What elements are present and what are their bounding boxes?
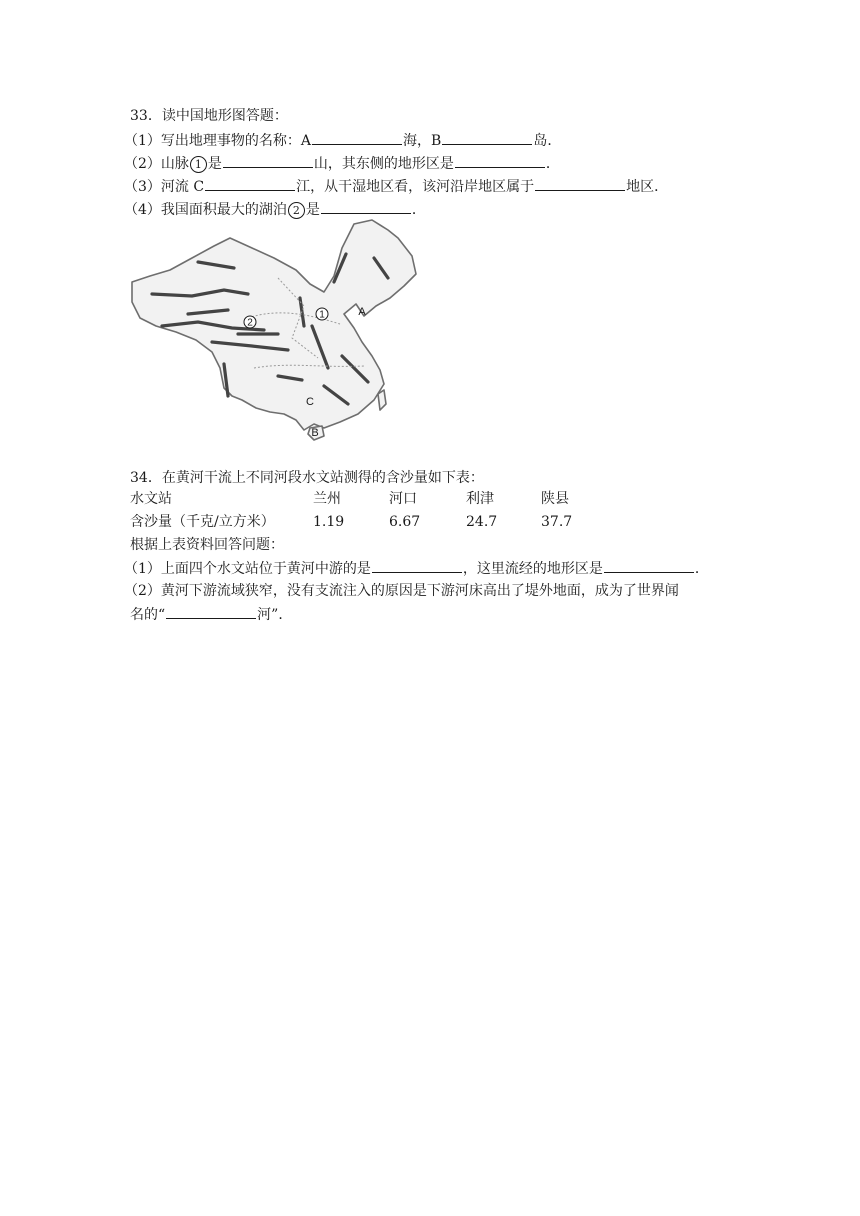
map-label-b: B [311, 427, 319, 439]
china-terrain-map [128, 218, 420, 442]
q33-title [130, 106, 288, 126]
answer-blank-lake[interactable] [321, 199, 411, 214]
answer-blank-river-name[interactable] [166, 604, 256, 619]
answer-blank-terrain[interactable] [455, 153, 545, 168]
q33-title-text: 33．读中国地形图答题： [130, 108, 288, 124]
table-value-hekou: 6.67 [389, 514, 421, 530]
q33-p4-post: ． [411, 202, 426, 218]
table-value-lanzhou: 1.19 [313, 514, 345, 530]
table-station-shanxian: 陕县 [541, 491, 569, 507]
answer-blank-mountain[interactable] [223, 153, 313, 168]
q33-part2 [124, 153, 560, 173]
q33-p2-mid2: 山，其东侧的地形区是 [313, 156, 454, 172]
q34-intro-text: 根据上表资料回答问题： [130, 537, 284, 553]
q33-p2-post: ． [545, 156, 560, 172]
circle-marker-2: 2 [288, 202, 305, 219]
table-station-lanzhou: 兰州 [313, 491, 341, 507]
map-label-1: 1 [319, 309, 325, 321]
circle-marker-1: 1 [190, 156, 207, 173]
q33-p2-mid: 是 [207, 156, 222, 172]
q33-part3 [124, 176, 668, 196]
answer-blank-stations[interactable] [372, 558, 462, 573]
answer-blank-river[interactable] [205, 176, 295, 191]
q33-part1 [124, 130, 561, 150]
q33-p2-text: （2）山脉 [124, 156, 189, 172]
q33-p1-mid: 海，B [403, 133, 442, 149]
answer-blank-landform[interactable] [604, 558, 694, 573]
taiwan-outline [378, 390, 386, 410]
q33-p1-post: 岛． [533, 133, 562, 149]
q33-p3-text: （3）河流 C [124, 179, 205, 195]
q33-p4-text: （4）我国面积最大的湖泊 [124, 202, 287, 218]
q34-part2-cont [130, 604, 292, 624]
q34-title-text: 34．在黄河干流上不同河段水文站测得的含沙量如下表： [130, 470, 484, 486]
table-station-hekou: 河口 [389, 491, 417, 507]
table-station-lijin: 利津 [466, 491, 494, 507]
map-label-c: C [306, 396, 314, 408]
q33-p4-mid: 是 [305, 202, 320, 218]
answer-blank-a[interactable] [312, 130, 402, 145]
table-header-sediment: 含沙量（千克/立方米） [130, 514, 275, 530]
map-label-2: 2 [247, 317, 253, 329]
q34-p1-text: （1）上面四个水文站位于黄河中游的是 [124, 561, 371, 577]
q34-part2 [124, 581, 679, 601]
q34-p2b-pre: 名的“ [130, 607, 166, 623]
q34-p2b-post: 河”． [257, 607, 293, 623]
q33-p3-mid: 江，从干湿地区看，该河沿岸地区属于 [296, 179, 535, 195]
q33-p3-post: 地区． [626, 179, 669, 195]
q34-title [130, 468, 484, 488]
q34-part1 [124, 558, 709, 578]
q34-intro [130, 535, 284, 555]
answer-blank-region[interactable] [535, 176, 625, 191]
q34-p1-post: ． [694, 561, 709, 577]
q33-p1-text: （1）写出地理事物的名称：A [124, 133, 312, 149]
map-label-a: A [358, 306, 366, 318]
answer-blank-b[interactable] [442, 130, 532, 145]
table-value-lijin: 24.7 [466, 514, 498, 530]
table-header-station: 水文站 [130, 491, 172, 507]
q34-p1-mid: ，这里流经的地形区是 [462, 561, 603, 577]
q34-p2-text: （2）黄河下游流域狭窄，没有支流注入的原因是下游河床高出了堤外地面，成为了世界闻 [124, 583, 679, 599]
q33-part4 [124, 199, 426, 219]
table-value-shanxian: 37.7 [541, 514, 573, 530]
